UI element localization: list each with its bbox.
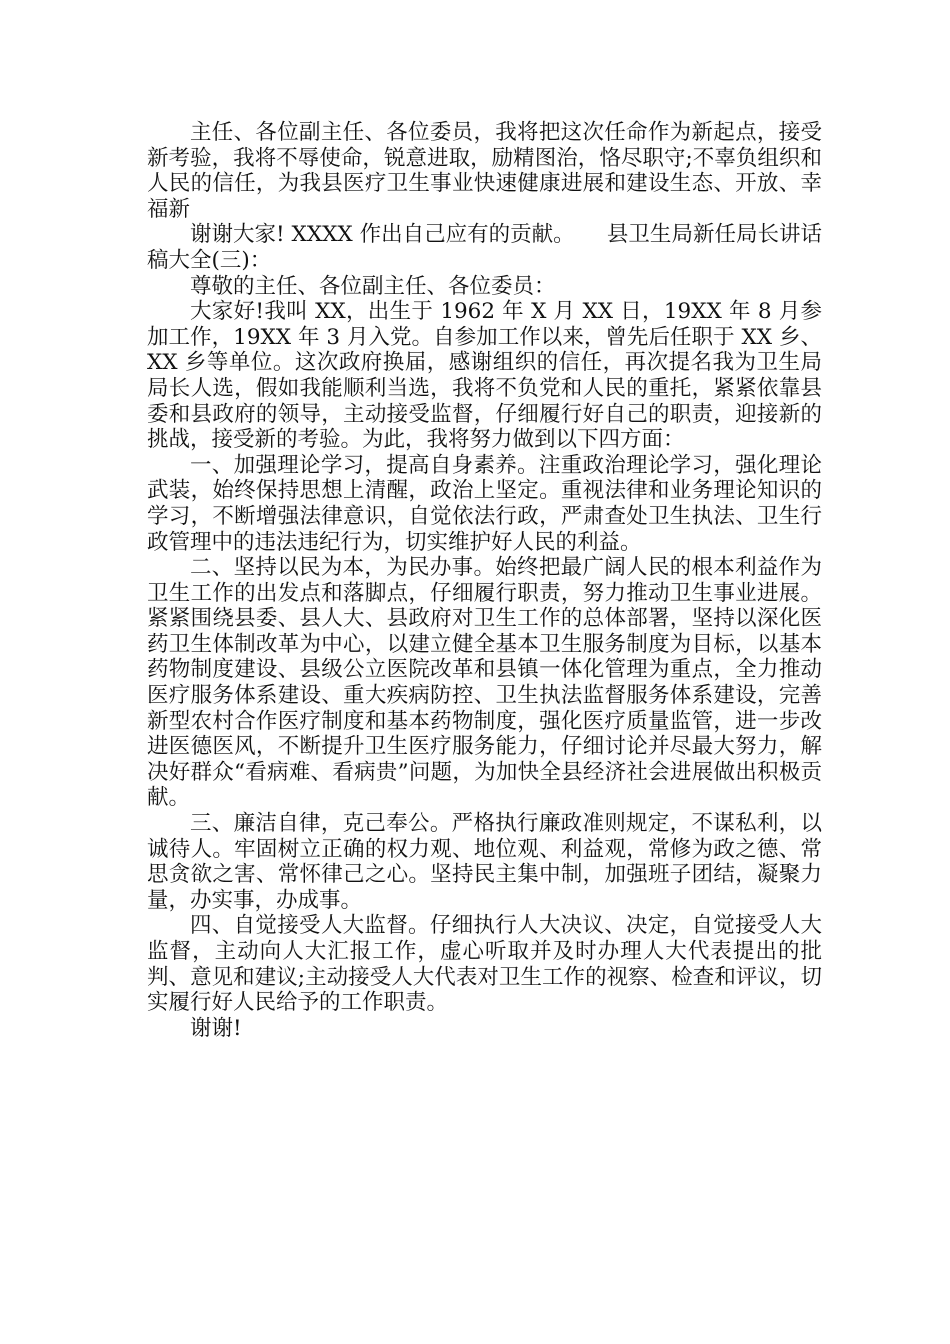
paragraph-point-three: 三、廉洁自律，克己奉公。严格执行廉政准则规定，不谋私利，以诚待人。牢固树立正确的权力观、地位观、利益观，常修为政之德、常思贪欲之害、常怀律己之心。坚持民主集中制，加强班子团结，凝聚力量，办实事，办成事。 (147, 811, 822, 913)
paragraph-introduction: 大家好!我叫 XX，出生于 1962 年 X 月 XX 日，19XX 年 8 月参加工作，19XX 年 3 月入党。自参加工作以来，曾先后任职于 XX 乡、XX 乡等单位。这次政府换届，感谢组织的信任，再次提名我为卫生局局长人选，假如我能顺利当选，我将不负党和人民的重托，紧紧依靠县委和县政府的领导，主动接受监督，仔细履行好自己的职责，迎接新的挑战，接受新的考验。为此，我将努力做到以下四方面： (147, 299, 822, 453)
paragraph-closing-pledge: 主任、各位副主任、各位委员，我将把这次任命作为新起点，接受新考验，我将不辱使命，锐意进取，励精图治，恪尽职守;不辜负组织和人民的信任，为我县医疗卫生事业快速健康进展和建设生态、开放、幸福新 (147, 120, 822, 222)
paragraph-point-two: 二、坚持以民为本，为民办事。始终把最广阔人民的根本利益作为卫生工作的出发点和落脚点，仔细履行职责，努力推动卫生事业进展。紧紧围绕县委、县人大、县政府对卫生工作的总体部署，坚持以深化医药卫生体制改革为中心，以建立健全基本卫生服务制度为目标，以基本药物制度建设、县级公立医院改革和县镇一体化管理为重点，全力推动医疗服务体系建设、重大疾病防控、卫生执法监督服务体系建设，完善新型农村合作医疗制度和基本药物制度，强化医疗质量监管，进一步改进医德医风，不断提升卫生医疗服务能力，仔细讨论并尽最大努力，解决好群众“看病难、看病贵”问题，为加快全县经济社会进展做出积极贡献。 (147, 555, 822, 811)
document-body (147, 120, 822, 1041)
paragraph-point-four: 四、自觉接受人大监督。仔细执行人大决议、决定，自觉接受人大监督，主动向人大汇报工作，虚心听取并及时办理人大代表提出的批判、意见和建议;主动接受人大代表对卫生工作的视察、检查和评议，切实履行好人民给予的工作职责。 (147, 913, 822, 1016)
paragraph-final-thanks: 谢谢! (190, 1015, 242, 1041)
paragraph-salutation: 尊敬的主任、各位副主任、各位委员： (190, 273, 556, 299)
paragraph-thanks-and-title: 谢谢大家! XXXX 作出自己应有的贡献。 县卫生局新任局长讲话稿大全(三)： (147, 222, 822, 273)
paragraph-point-one: 一、加强理论学习，提高自身素养。注重政治理论学习，强化理论武装，始终保持思想上清醒，政治上坚定。重视法律和业务理论知识的学习，不断增强法律意识，自觉依法行政，严肃查处卫生执法、卫生行政管理中的违法违纪行为，切实维护好人民的利益。 (147, 452, 822, 555)
